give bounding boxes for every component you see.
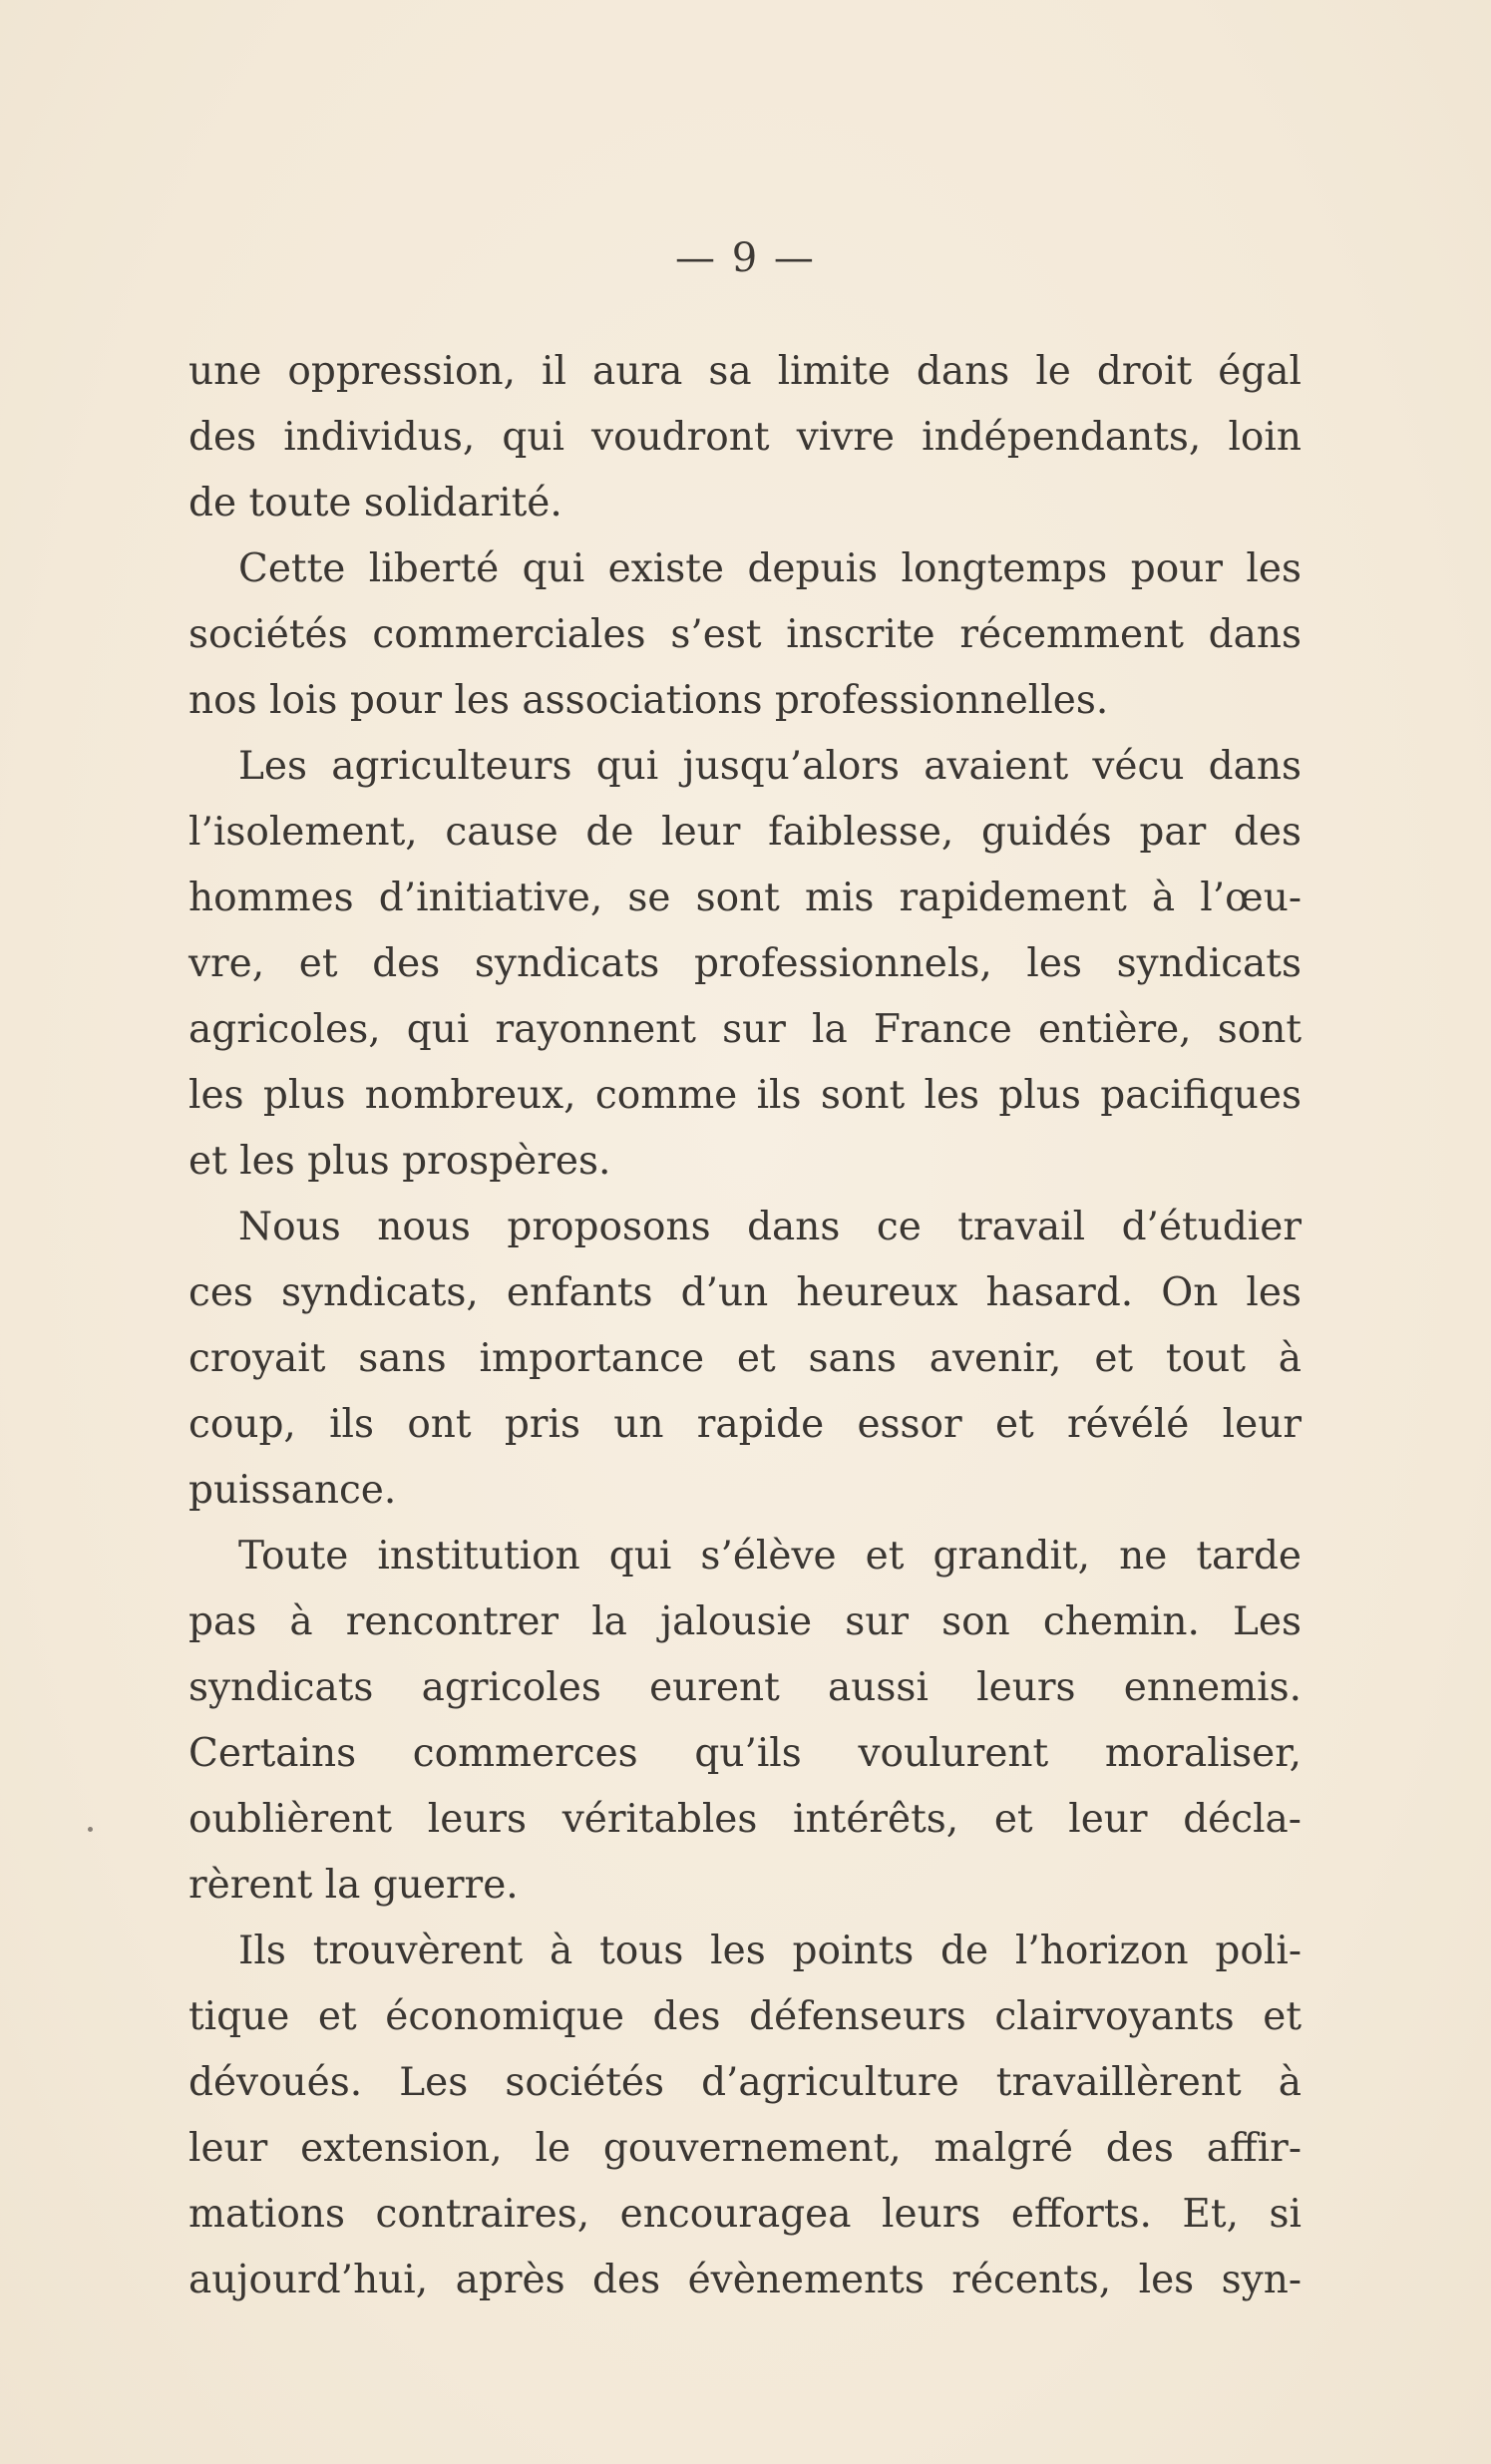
text-line: coup, ils ont pris un rapide essor et révélé leur	[188, 1402, 1302, 1447]
text-line: mations contraires, encouragea leurs efforts. Et, si	[188, 2192, 1302, 2237]
text-line: Ils trouvèrent à tous les points de l’horizon poli-	[238, 1929, 1302, 1973]
text-line: rèrent la guerre.	[188, 1863, 519, 1908]
text-line: Toute institution qui s’élève et grandit, ne tarde	[238, 1534, 1302, 1579]
text-line: Nous nous proposons dans ce travail d’étudier	[238, 1205, 1302, 1249]
body-text	[188, 339, 1302, 2313]
text-line: nos lois pour les associations professionnelles.	[188, 678, 1109, 723]
text-line: aujourd’hui, après des évènements récents, les syn-	[188, 2258, 1302, 2302]
page-number: — 9 —	[675, 235, 816, 281]
text-line: agricoles, qui rayonnent sur la France entière, sont	[188, 1007, 1302, 1052]
text-line: puissance.	[188, 1468, 397, 1513]
text-line: Les agriculteurs qui jusqu’alors avaient vécu dans	[238, 744, 1302, 789]
text-line: pas à rencontrer la jalousie sur son chemin. Les	[188, 1599, 1302, 1644]
text-line: croyait sans importance et sans avenir, et tout à	[188, 1336, 1302, 1381]
ink-speck	[88, 1827, 93, 1832]
text-line: ces syndicats, enfants d’un heureux hasard. On les	[188, 1270, 1302, 1315]
text-line: syndicats agricoles eurent aussi leurs ennemis.	[188, 1665, 1302, 1710]
text-line: dévoués. Les sociétés d’agriculture travaillèrent à	[188, 2060, 1302, 2105]
text-line: Certains commerces qu’ils voulurent moraliser,	[188, 1731, 1302, 1776]
text-line: leur extension, le gouvernement, malgré des affir-	[188, 2126, 1302, 2171]
text-line: des individus, qui voudront vivre indépendants, loin	[188, 415, 1302, 460]
text-line: sociétés commerciales s’est inscrite récemment dans	[188, 612, 1302, 657]
text-line: de toute solidarité.	[188, 481, 562, 526]
text-line: l’isolement, cause de leur faiblesse, guidés par des	[188, 810, 1302, 855]
text-line: Cette liberté qui existe depuis longtemps pour les	[238, 546, 1302, 591]
text-line: vre, et des syndicats professionnels, les syndicats	[188, 941, 1302, 986]
text-line: oublièrent leurs véritables intérêts, et leur décla-	[188, 1797, 1302, 1842]
text-line: et les plus prospères.	[188, 1139, 611, 1184]
text-line: les plus nombreux, comme ils sont les plus pacifiques	[188, 1073, 1302, 1118]
text-line: tique et économique des défenseurs clairvoyants et	[188, 1994, 1302, 2039]
text-line: une oppression, il aura sa limite dans le droit égal	[188, 349, 1302, 394]
text-line: hommes d’initiative, se sont mis rapidement à l’œu-	[188, 876, 1302, 920]
